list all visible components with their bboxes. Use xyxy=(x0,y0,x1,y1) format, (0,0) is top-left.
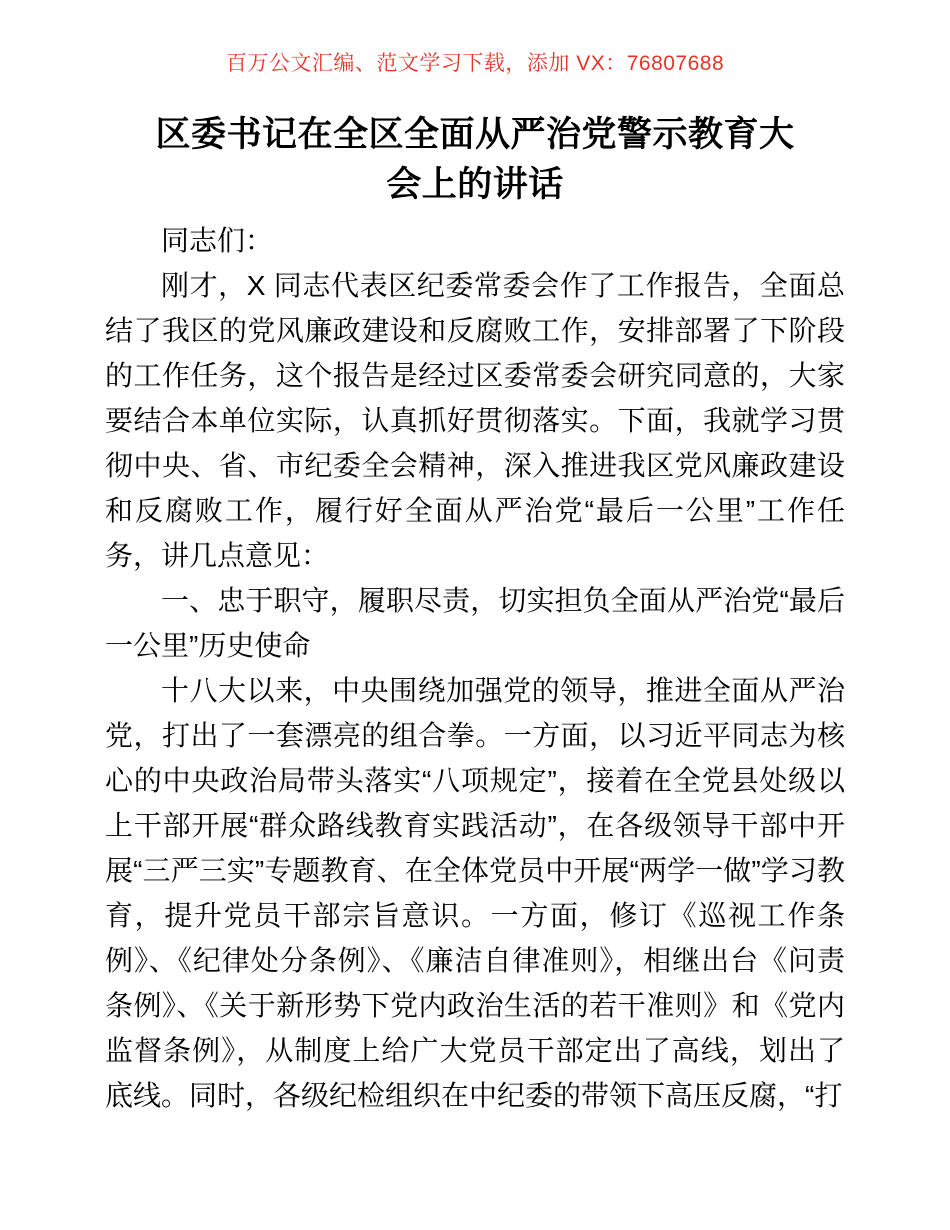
section-heading: 一、忠于职守，履职尽责，切实担负全面从严治党“最后一公里”历史使命 xyxy=(105,585,845,661)
paragraph: 十八大以来，中央围绕加强党的领导，推进全面从严治党，打出了一套漂亮的组合拳。一方面，以习近平同志为核心的中央政治局带头落实“八项规定”，接着在全党县处级以上干部开展“群众路线教育实践活动”，在各级领导干部中开展“三严三实”专题教育、在全体党员中开展“两学一做”学习教育，提升党员干部宗旨意识。一方面，修订《巡视工作条例》、《纪律处分条例》、《廉洁自律准则》，相继出台《问责条例》、《关于新形势下党内政治生活的若干准则》和《党内监督条例》，从制度上给广大党员干部定出了高线，划出了底线。同时，各级纪检组织在中纪委的带领下高压反腐，“打 xyxy=(105,675,845,1111)
document-title: 区委书记在全区全面从严治党警示教育大会上的讲话 xyxy=(155,115,795,204)
document-body xyxy=(105,218,845,1118)
promo-header: 百万公文汇编、范文学习下载，添加 VX：76807688 xyxy=(225,52,725,75)
paragraph: 同志们： xyxy=(161,225,274,256)
paragraph: 刚才，X 同志代表区纪委常委会作了工作报告，全面总结了我区的党风廉政建设和反腐败工作，安排部署了下阶段的工作任务，这个报告是经过区委常委会研究同意的，大家要结合本单位实际，认真抓好贯彻落实。下面，我就学习贯彻中央、省、市纪委全会精神，深入推进我区党风廉政建设和反腐败工作，履行好全面从严治党“最后一公里”工作任务，讲几点意见： xyxy=(105,270,845,571)
